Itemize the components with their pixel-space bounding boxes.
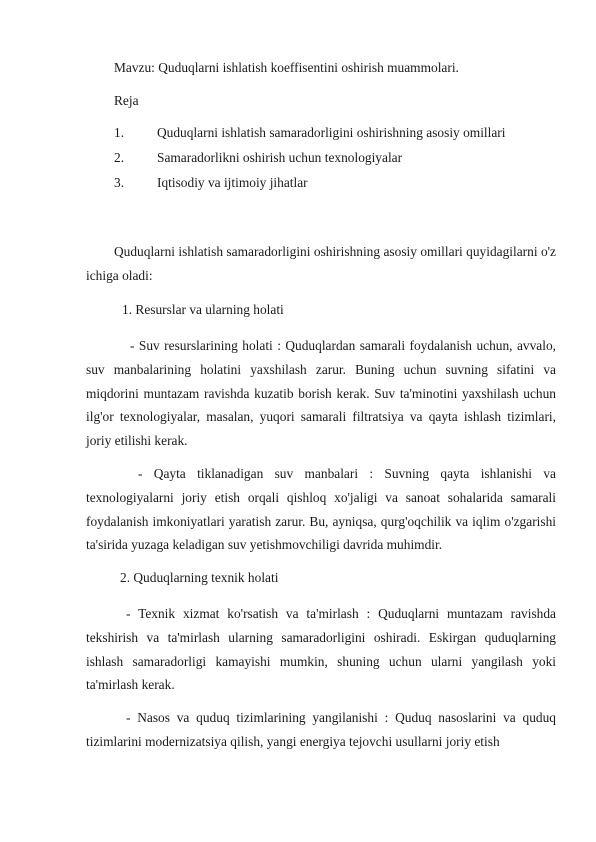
plan-heading: Reja <box>114 93 139 108</box>
plan-item-text: Quduqlarni ishlatish samaradorligini oshirishning asosiy omillari <box>157 125 506 140</box>
plan-item-number: 2. <box>114 150 125 165</box>
section1-heading: 1. Resurslar va ularning holati <box>122 302 284 317</box>
section2-paragraph-1 <box>86 602 556 697</box>
plan-item-text: Samaradorlikni oshirish uchun texnologiyalar <box>157 150 403 165</box>
section1-paragraph-1 <box>86 334 556 453</box>
section1-paragraph-2 <box>86 462 556 557</box>
intro-paragraph <box>86 240 556 288</box>
plan-item-number: 1. <box>114 125 125 140</box>
intro-text: Quduqlarni ishlatish samaradorligini oshirishning asosiy omillari quyidagilarni o'z ichiga oladi: <box>86 244 556 283</box>
paragraph-text: - Texnik xizmat ko'rsatish va ta'mirlash : Quduqlarni muntazam ravishda tekshirish va ta'mirlash ularning samaradorligini oshiradi. Eskirgan quduqlarning ishlash samaradorligi kamayishi mumkin, shuning uchun ularni yangilash yoki ta'mirlash kerak. <box>86 606 556 693</box>
page-title: Mavzu: Quduqlarni ishlatish koeffisentini oshirish muammolari. <box>114 60 459 75</box>
paragraph-text: - Qayta tiklanadigan suv manbalari : Suvning qayta ishlanishi va texnologiyalarni joriy etish orqali qishloq xo'jaligi va sanoat sohalarida samarali foydalanish imkoniyatlari yaratish zarur. Bu, ayniqsa, qurg'oqchilik va iqlim o'zgarishi ta'sirida yuzaga keladigan suv yetishmovchiligi davrida muhimdir. <box>86 466 556 553</box>
section2-heading: 2. Quduqlarning texnik holati <box>120 570 279 585</box>
plan-item-text: Iqtisodiy va ijtimoiy jihatlar <box>157 175 308 190</box>
paragraph-text: - Nasos va quduq tizimlarining yangilanishi : Quduq nasoslarini va quduq tizimlarini modernizatsiya qilish, yangi energiya tejovchi usullarni joriy etish <box>86 710 556 749</box>
section2-paragraph-2 <box>86 706 556 754</box>
paragraph-text: - Suv resurslarining holati : Quduqlardan samarali foydalanish uchun, avvalo, suv manbalarining holatini yaxshilash zarur. Buning uchun suvning sifatini va miqdorini muntazam ravishda kuzatib borish kerak. Suv ta'minotini yaxshilash uchun ilg'or texnologiyalar, masalan, yuqori samarali filtratsiya va qayta ishlash tizimlari, joriy etilishi kerak. <box>86 338 556 449</box>
plan-item-number: 3. <box>114 175 125 190</box>
